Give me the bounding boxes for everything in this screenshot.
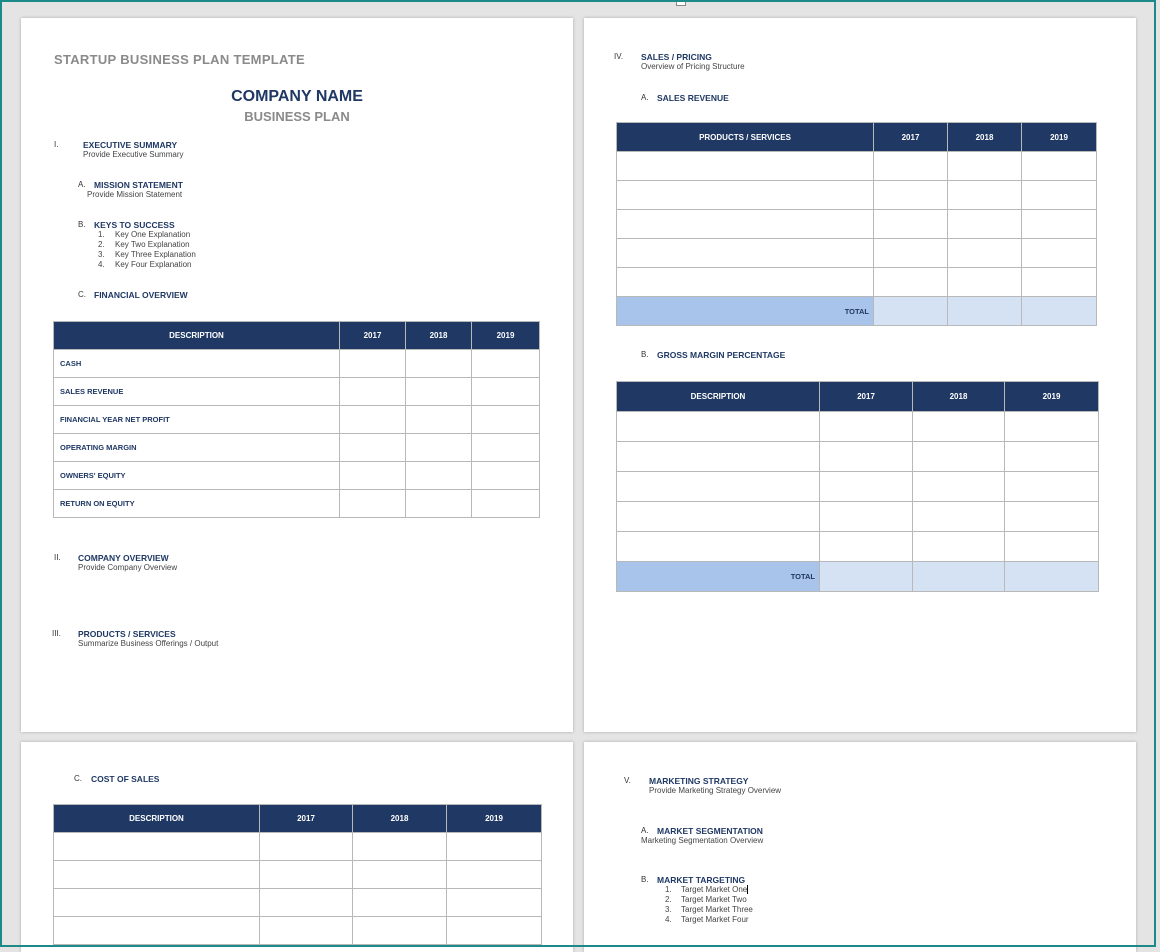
mission-statement-heading: MISSION STATEMENT <box>94 180 183 190</box>
table-row <box>617 532 1099 562</box>
table-cell[interactable] <box>54 833 260 861</box>
table-cell[interactable] <box>913 442 1005 472</box>
table-cell[interactable] <box>54 917 260 945</box>
row-label: OPERATING MARGIN <box>54 434 340 462</box>
table-cell[interactable] <box>447 833 542 861</box>
total-row <box>617 562 1099 592</box>
table-cell[interactable] <box>353 889 447 917</box>
column-header: 2019 <box>447 805 542 833</box>
table-cell[interactable] <box>617 472 820 502</box>
table-cell[interactable] <box>260 889 353 917</box>
table-cell[interactable] <box>948 181 1022 210</box>
table-row <box>54 350 540 378</box>
table-cell[interactable] <box>617 239 874 268</box>
table-cell[interactable] <box>353 833 447 861</box>
ruler-marker-icon <box>676 0 686 6</box>
key-item[interactable]: Key Four Explanation <box>115 260 192 269</box>
document-page-1 <box>21 18 573 732</box>
executive-summary-heading: EXECUTIVE SUMMARY <box>83 140 178 150</box>
company-name[interactable]: COMPANY NAME <box>231 88 363 105</box>
section-number: I. <box>54 140 59 149</box>
total-label: TOTAL <box>617 562 820 592</box>
table-cell[interactable] <box>948 268 1022 297</box>
section-number: III. <box>52 629 61 638</box>
text-cursor <box>747 885 748 894</box>
keys-to-success-heading: KEYS TO SUCCESS <box>94 220 175 230</box>
document-page-2 <box>584 18 1136 732</box>
column-header: 2019 <box>472 322 540 350</box>
sales-revenue-heading: SALES REVENUE <box>657 93 729 103</box>
section-letter: C. <box>74 774 82 783</box>
table-cell[interactable] <box>617 442 820 472</box>
table-cell[interactable] <box>874 268 948 297</box>
table-cell[interactable] <box>353 917 447 945</box>
table-cell[interactable] <box>1022 181 1097 210</box>
table-cell[interactable] <box>1022 268 1097 297</box>
executive-summary-text[interactable]: Provide Executive Summary <box>83 150 184 159</box>
table-cell[interactable] <box>340 350 406 378</box>
table-row <box>617 502 1099 532</box>
key-item[interactable]: Key One Explanation <box>115 230 191 239</box>
table-row <box>617 239 1097 268</box>
section-letter: B. <box>78 220 86 229</box>
table-cell[interactable] <box>472 434 540 462</box>
table-cell[interactable] <box>472 406 540 434</box>
table-row <box>54 861 542 889</box>
total-cell[interactable] <box>1005 562 1099 592</box>
table-cell[interactable] <box>472 350 540 378</box>
table-cell[interactable] <box>1022 239 1097 268</box>
target-item-number: 3. <box>665 905 672 914</box>
row-label: FINANCIAL YEAR NET PROFIT <box>54 406 340 434</box>
table-cell[interactable] <box>472 462 540 490</box>
total-label: TOTAL <box>617 297 874 326</box>
company-overview-text[interactable]: Provide Company Overview <box>78 563 178 572</box>
table-row <box>54 406 540 434</box>
table-cell[interactable] <box>1005 472 1099 502</box>
table-cell[interactable] <box>874 152 948 181</box>
row-label: OWNERS' EQUITY <box>54 462 340 490</box>
table-cell[interactable] <box>406 434 472 462</box>
table-cell[interactable] <box>447 889 542 917</box>
total-row <box>617 297 1097 326</box>
column-header: DESCRIPTION <box>54 805 260 833</box>
sales-pricing-heading: SALES / PRICING <box>641 52 712 62</box>
column-header: 2017 <box>874 123 948 152</box>
table-cell[interactable] <box>948 152 1022 181</box>
table-cell[interactable] <box>820 502 913 532</box>
section-letter: B. <box>641 875 649 884</box>
table-cell[interactable] <box>406 462 472 490</box>
financial-overview-heading: FINANCIAL OVERVIEW <box>94 290 188 300</box>
column-header: 2017 <box>260 805 353 833</box>
table-row <box>54 378 540 406</box>
table-cell[interactable] <box>1005 502 1099 532</box>
total-cell[interactable] <box>874 297 948 326</box>
table-cell[interactable] <box>406 378 472 406</box>
section-letter: C. <box>78 290 86 299</box>
section-letter: A. <box>78 180 86 189</box>
table-cell[interactable] <box>617 412 820 442</box>
table-row <box>54 889 542 917</box>
table-cell[interactable] <box>406 490 472 518</box>
column-header: 2018 <box>948 123 1022 152</box>
table-cell[interactable] <box>54 889 260 917</box>
section-letter: A. <box>641 93 649 102</box>
sales-pricing-text[interactable]: Overview of Pricing Structure <box>641 62 745 71</box>
table-cell[interactable] <box>948 239 1022 268</box>
target-item[interactable]: Target Market Four <box>681 915 749 924</box>
table-cell[interactable] <box>820 472 913 502</box>
target-item[interactable] <box>681 885 748 894</box>
total-cell[interactable] <box>1022 297 1097 326</box>
target-item-number: 2. <box>665 895 672 904</box>
key-item-number: 4. <box>98 260 105 269</box>
table-cell[interactable] <box>820 532 913 562</box>
table-row <box>54 917 542 945</box>
document-page-3 <box>21 742 573 952</box>
total-cell[interactable] <box>913 562 1005 592</box>
column-header: DESCRIPTION <box>617 382 820 412</box>
column-header: 2019 <box>1005 382 1099 412</box>
document-title: STARTUP BUSINESS PLAN TEMPLATE <box>54 52 305 67</box>
table-row <box>617 268 1097 297</box>
table-cell[interactable] <box>340 490 406 518</box>
sales-revenue-table <box>616 122 1097 326</box>
table-cell[interactable] <box>1005 412 1099 442</box>
table-cell[interactable] <box>874 210 948 239</box>
column-header: 2019 <box>1022 123 1097 152</box>
marketing-strategy-text[interactable]: Provide Marketing Strategy Overview <box>649 786 782 795</box>
column-header: 2018 <box>913 382 1005 412</box>
table-cell[interactable] <box>260 917 353 945</box>
column-header: 2017 <box>340 322 406 350</box>
company-overview-heading: COMPANY OVERVIEW <box>78 553 169 563</box>
table-cell[interactable] <box>617 502 820 532</box>
table-cell[interactable] <box>617 268 874 297</box>
target-item-text[interactable]: Target Market One <box>681 885 748 894</box>
table-cell[interactable] <box>472 490 540 518</box>
table-cell[interactable] <box>1005 442 1099 472</box>
table-row <box>617 181 1097 210</box>
table-cell[interactable] <box>1022 210 1097 239</box>
gross-margin-heading: GROSS MARGIN PERCENTAGE <box>657 350 786 360</box>
table-cell[interactable] <box>913 502 1005 532</box>
table-cell[interactable] <box>617 152 874 181</box>
document-page-4 <box>584 742 1136 952</box>
table-cell[interactable] <box>260 833 353 861</box>
table-row <box>54 833 542 861</box>
column-header: PRODUCTS / SERVICES <box>617 123 874 152</box>
table-cell[interactable] <box>617 532 820 562</box>
section-number: IV. <box>614 52 624 61</box>
column-header: 2018 <box>406 322 472 350</box>
table-row <box>617 152 1097 181</box>
table-cell[interactable] <box>913 532 1005 562</box>
section-letter: A. <box>641 826 649 835</box>
row-label: SALES REVENUE <box>54 378 340 406</box>
marketing-strategy-heading: MARKETING STRATEGY <box>649 776 749 786</box>
table-cell[interactable] <box>1005 532 1099 562</box>
key-item[interactable]: Key Three Explanation <box>115 250 196 259</box>
table-cell[interactable] <box>948 210 1022 239</box>
column-header: 2017 <box>820 382 913 412</box>
row-label: RETURN ON EQUITY <box>54 490 340 518</box>
table-cell[interactable] <box>340 434 406 462</box>
table-cell[interactable] <box>913 472 1005 502</box>
target-item-number: 1. <box>665 885 672 894</box>
table-cell[interactable] <box>472 378 540 406</box>
cost-of-sales-heading: COST OF SALES <box>91 774 160 784</box>
section-number: V. <box>624 776 631 785</box>
table-row <box>617 442 1099 472</box>
table-cell[interactable] <box>1022 152 1097 181</box>
business-plan-subtitle: BUSINESS PLAN <box>244 109 350 124</box>
target-item[interactable]: Target Market Two <box>681 895 747 904</box>
key-item-number: 1. <box>98 230 105 239</box>
table-cell[interactable] <box>617 181 874 210</box>
key-item-number: 2. <box>98 240 105 249</box>
table-row <box>54 490 540 518</box>
table-cell[interactable] <box>913 412 1005 442</box>
key-item[interactable]: Key Two Explanation <box>115 240 190 249</box>
table-row <box>617 472 1099 502</box>
target-item[interactable]: Target Market Three <box>681 905 753 914</box>
table-cell[interactable] <box>874 181 948 210</box>
products-services-text[interactable]: Summarize Business Offerings / Output <box>78 639 219 648</box>
table-cell[interactable] <box>874 239 948 268</box>
market-segmentation-text[interactable]: Marketing Segmentation Overview <box>641 836 764 845</box>
table-row <box>617 412 1099 442</box>
table-cell[interactable] <box>617 210 874 239</box>
table-cell[interactable] <box>447 861 542 889</box>
table-cell[interactable] <box>340 462 406 490</box>
key-item-number: 3. <box>98 250 105 259</box>
table-row <box>617 210 1097 239</box>
products-services-heading: PRODUCTS / SERVICES <box>78 629 176 639</box>
section-number: II. <box>54 553 61 562</box>
market-segmentation-heading: MARKET SEGMENTATION <box>657 826 763 836</box>
cost-of-sales-table <box>53 804 542 945</box>
table-cell[interactable] <box>340 406 406 434</box>
table-cell[interactable] <box>447 917 542 945</box>
table-cell[interactable] <box>820 412 913 442</box>
mission-statement-text[interactable]: Provide Mission Statement <box>87 190 183 199</box>
financial-overview-table <box>53 321 540 518</box>
table-row <box>54 462 540 490</box>
row-label: CASH <box>54 350 340 378</box>
table-cell[interactable] <box>820 442 913 472</box>
market-targeting-heading: MARKET TARGETING <box>657 875 746 885</box>
gross-margin-table <box>616 381 1099 592</box>
table-cell[interactable] <box>406 350 472 378</box>
table-cell[interactable] <box>353 861 447 889</box>
table-cell[interactable] <box>260 861 353 889</box>
table-cell[interactable] <box>54 861 260 889</box>
table-row <box>54 434 540 462</box>
table-cell[interactable] <box>340 378 406 406</box>
column-header: 2018 <box>353 805 447 833</box>
section-letter: B. <box>641 350 649 359</box>
table-cell[interactable] <box>406 406 472 434</box>
column-header: DESCRIPTION <box>54 322 340 350</box>
target-item-number: 4. <box>665 915 672 924</box>
total-cell[interactable] <box>820 562 913 592</box>
total-cell[interactable] <box>948 297 1022 326</box>
